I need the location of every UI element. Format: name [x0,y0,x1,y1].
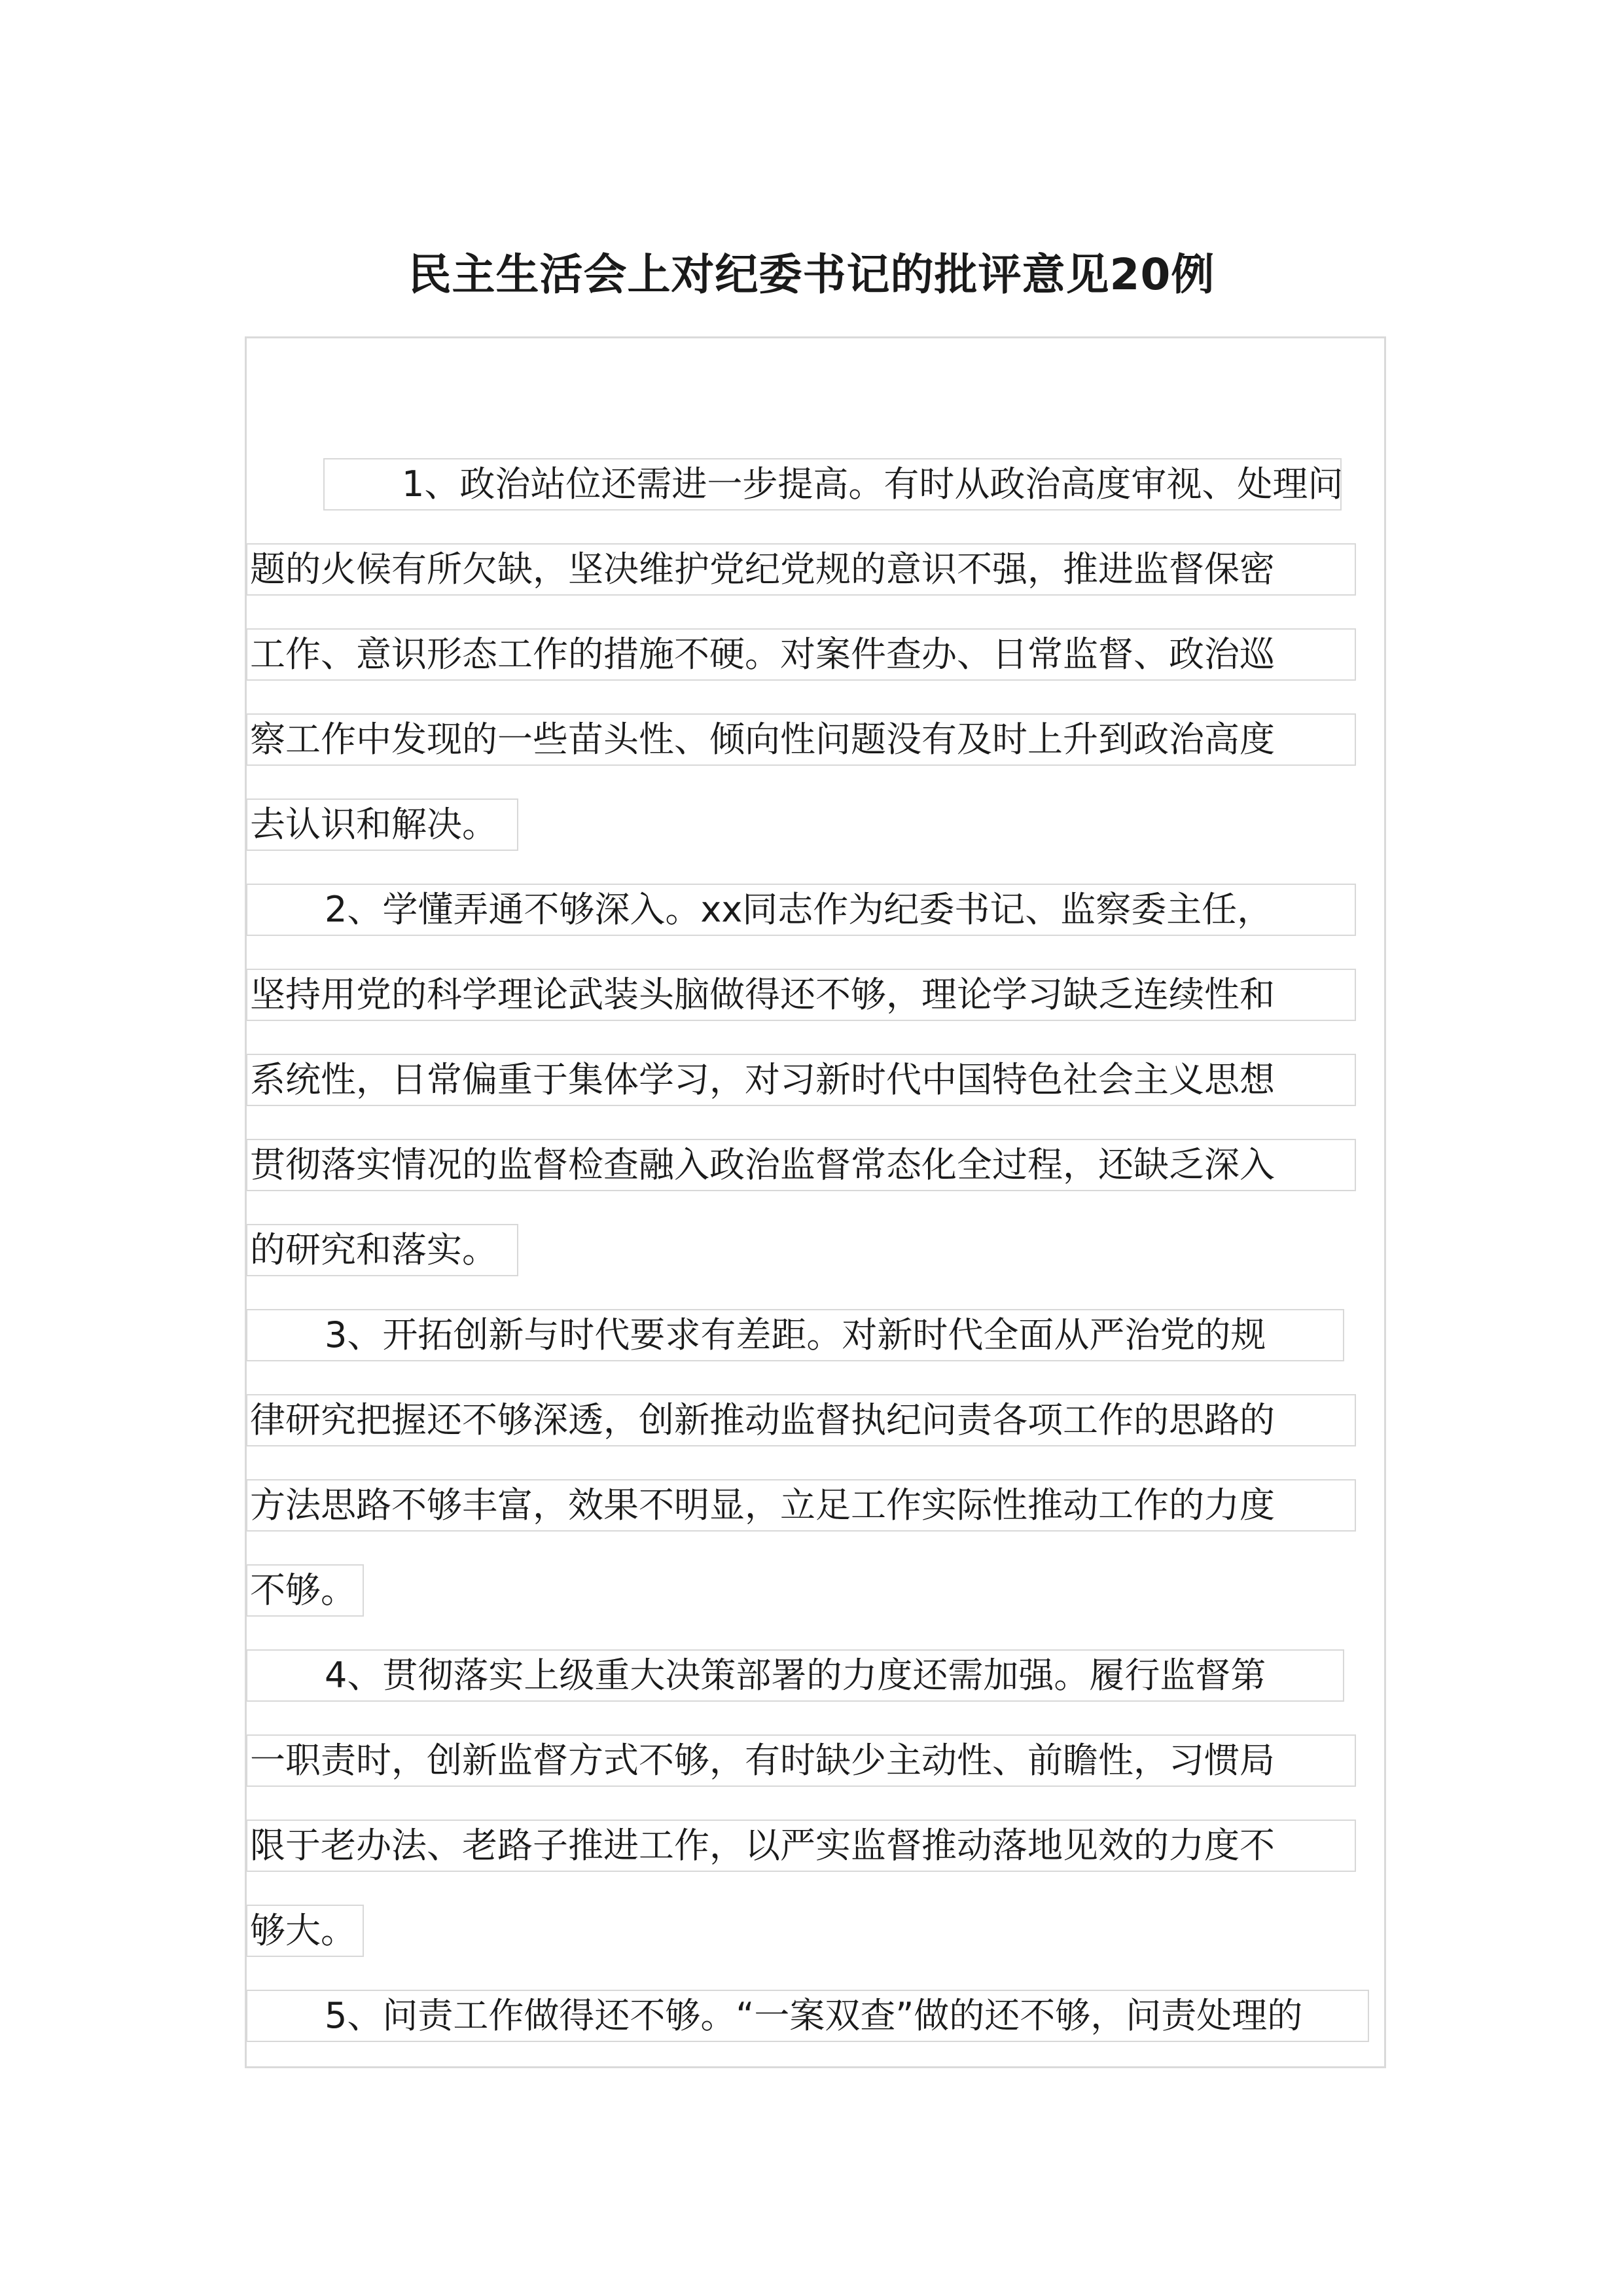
paragraph-2-line-5: 的研究和落实。 [246,1224,518,1276]
paragraph-4-line-2: 一职责时，创新监督方式不够，有时缺少主动性、前瞻性，习惯局 [246,1734,1356,1787]
paragraph-3-line-4: 不够。 [246,1564,364,1617]
paragraph-5-line-1: 5、问责工作做得还不够。“一案双查”做的还不够，问责处理的 [246,1990,1369,2042]
paragraph-2-line-4: 贯彻落实情况的监督检查融入政治监督常态化全过程，还缺乏深入 [246,1139,1356,1191]
paragraph-3-line-3: 方法思路不够丰富，效果不明显，立足工作实际性推动工作的力度 [246,1479,1356,1532]
paragraph-1-line-2: 题的火候有所欠缺，坚决维护党纪党规的意识不强，推进监督保密 [246,543,1356,596]
paragraph-1-line-4: 察工作中发现的一些苗头性、倾向性问题没有及时上升到政治高度 [246,713,1356,766]
paragraph-4-line-4: 够大。 [246,1905,364,1957]
content-frame [245,336,1386,2068]
document-title: 民主生活会上对纪委书记的批评意见20例 [408,249,1215,300]
paragraph-1-line-3: 工作、意识形态工作的措施不硬。对案件查办、日常监督、政治巡 [246,628,1356,681]
paragraph-4-line-1: 4、贯彻落实上级重大决策部署的力度还需加强。履行监督第 [246,1649,1344,1702]
paragraph-3-line-1: 3、开拓创新与时代要求有差距。对新时代全面从严治党的规 [246,1309,1344,1361]
paragraph-2-line-3: 系统性，日常偏重于集体学习，对习新时代中国特色社会主义思想 [246,1054,1356,1106]
paragraph-4-line-3: 限于老办法、老路子推进工作，以严实监督推动落地见效的力度不 [246,1820,1356,1872]
paragraph-2-line-1: 2、学懂弄通不够深入。xx同志作为纪委书记、监察委主任， [246,884,1356,936]
paragraph-2-line-2: 坚持用党的科学理论武装头脑做得还不够，理论学习缺乏连续性和 [246,969,1356,1021]
paragraph-3-line-2: 律研究把握还不够深透，创新推动监督执纪问责各项工作的思路的 [246,1394,1356,1446]
paragraph-1-line-5: 去认识和解决。 [246,798,518,851]
paragraph-1-line-1: 1、政治站位还需进一步提高。有时从政治高度审视、处理问 [323,458,1342,511]
